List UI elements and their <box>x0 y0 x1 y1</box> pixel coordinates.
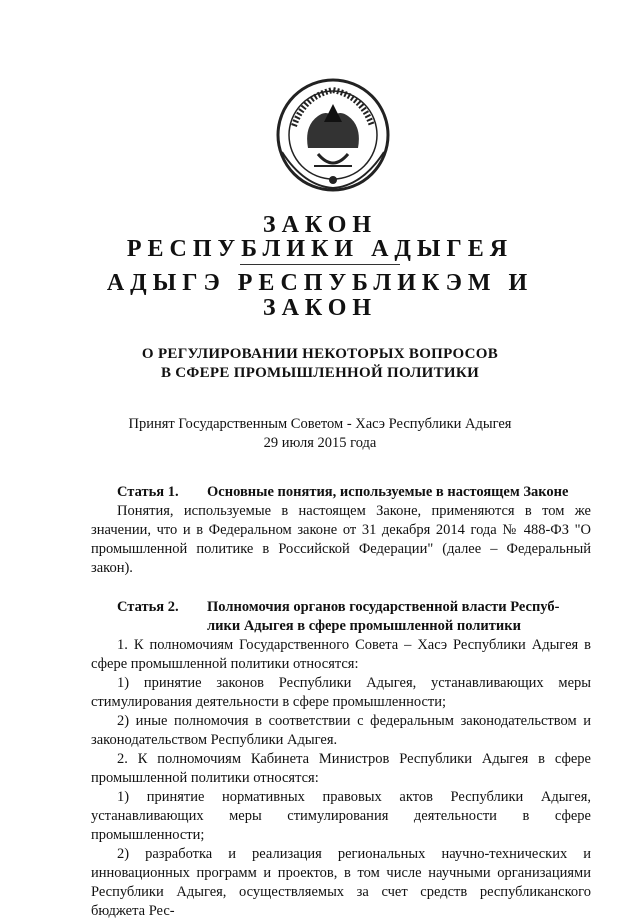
law-title-line3: АДЫГЭ РЕСПУБЛИКЭМ И <box>106 270 534 296</box>
adoption-date: 29 июля 2015 года <box>263 435 377 451</box>
article-1-heading <box>91 483 591 502</box>
law-subtitle-line2: В СФЕРЕ ПРОМЫШЛЕННОЙ ПОЛИТИКИ <box>160 365 480 381</box>
law-subtitle-line1: О РЕГУЛИРОВАНИИ НЕКОТОРЫХ ВОПРОСОВ <box>141 346 499 362</box>
article-2-number: Статья 2. <box>117 599 179 615</box>
article-2-paragraph: 1) принятие нормативных правовых актов Республики Адыгея, устанавливающих меры стимулирования деятельности в сфере промышленности; <box>91 789 591 843</box>
article-1-text: Понятия, используемые в настоящем Законе, применяются в том же значении, что и в Федеральном законе от 31 декабря 2014 года № 488-ФЗ "О промышленной политике в Российской Федерации" (далее – Федеральный закон). <box>91 503 591 576</box>
article-2-paragraph: 1) принятие законов Республики Адыгея, устанавливающих меры стимулирования деятельности в сфере промышленности; <box>91 675 591 710</box>
article-2-title-line1: Полномочия органов государственной власти Респуб- <box>207 599 560 615</box>
article-2-paragraph: 1. К полномочиям Государственного Совета – Хасэ Республики Адыгея в сфере промышленной политики относятся: <box>91 637 591 672</box>
law-title-line2: РЕСПУБЛИКИ АДЫГЕЯ <box>126 236 514 262</box>
article-1-number: Статья 1. <box>117 484 179 500</box>
law-title-line1: ЗАКОН <box>262 212 378 238</box>
title-divider <box>240 264 400 265</box>
article-1-title: Основные понятия, используемые в настоящем Законе <box>207 484 569 500</box>
article-2-paragraph: 2) иные полномочия в соответствии с федеральным законодательством и законодательством Республики Адыгея. <box>91 713 591 748</box>
adoption-note: Принят Государственным Советом - Хасэ Республики Адыгея <box>128 416 512 432</box>
law-title-line4: ЗАКОН <box>262 295 378 321</box>
article-2-paragraph: 2. К полномочиям Кабинета Министров Республики Адыгея в сфере промышленной политики относятся: <box>91 751 591 786</box>
article-2-title-line2: лики Адыгея в сфере промышленной политики <box>207 618 521 634</box>
coat-of-arms-emblem <box>274 76 392 194</box>
article-2-heading <box>91 598 591 617</box>
article-2-paragraph: 2) разработка и реализация региональных научно-технических и инновационных программ и проектов, в том числе научными организациями Республики Адыгея, осуществляемых за счет средств республиканского бюджета Рес- <box>91 846 591 919</box>
law-body <box>91 483 591 921</box>
